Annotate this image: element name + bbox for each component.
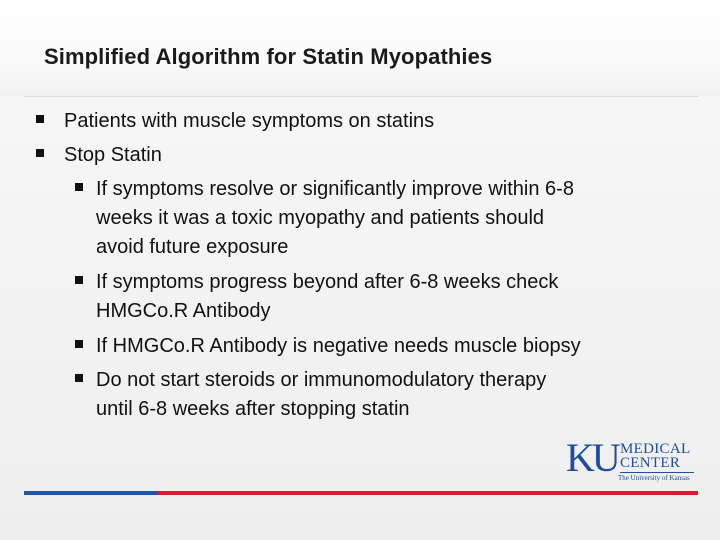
- bullet-text: If HMGCo.R Antibody is negative needs muscle biopsy: [96, 335, 581, 357]
- square-bullet-icon: [75, 340, 83, 348]
- logo-subline: The University of Kansas: [618, 474, 690, 482]
- bullet-text: weeks it was a toxic myopathy and patients should: [96, 207, 545, 229]
- bullet-text: Do not start steroids or immunomodulatory therapy: [96, 369, 547, 391]
- logo-line-medical: MEDICAL: [620, 441, 691, 457]
- bullet-text: Patients with muscle symptoms on statins: [64, 110, 435, 132]
- square-bullet-icon: [75, 183, 83, 191]
- bullet-text: HMGCo.R Antibody: [96, 300, 271, 322]
- ku-medical-center-logo: [566, 435, 698, 482]
- square-bullet-icon: [36, 115, 44, 123]
- logo-line-center: CENTER: [620, 455, 681, 471]
- footer-stripe-red: [158, 491, 698, 495]
- slide-title: Simplified Algorithm for Statin Myopathies: [44, 44, 493, 69]
- bullet-text: If symptoms progress beyond after 6-8 weeks check: [96, 271, 559, 293]
- bullet-text: If symptoms resolve or significantly improve within 6-8: [96, 178, 574, 200]
- ku-mark: KU: [566, 435, 618, 480]
- bullet-text: Stop Statin: [64, 144, 162, 166]
- bullet-text: avoid future exposure: [96, 236, 289, 258]
- square-bullet-icon: [75, 374, 83, 382]
- footer-stripe-blue: [24, 491, 158, 495]
- square-bullet-icon: [36, 149, 44, 157]
- logo-divider: [620, 472, 694, 473]
- bullet-text: until 6-8 weeks after stopping statin: [96, 398, 410, 420]
- square-bullet-icon: [75, 276, 83, 284]
